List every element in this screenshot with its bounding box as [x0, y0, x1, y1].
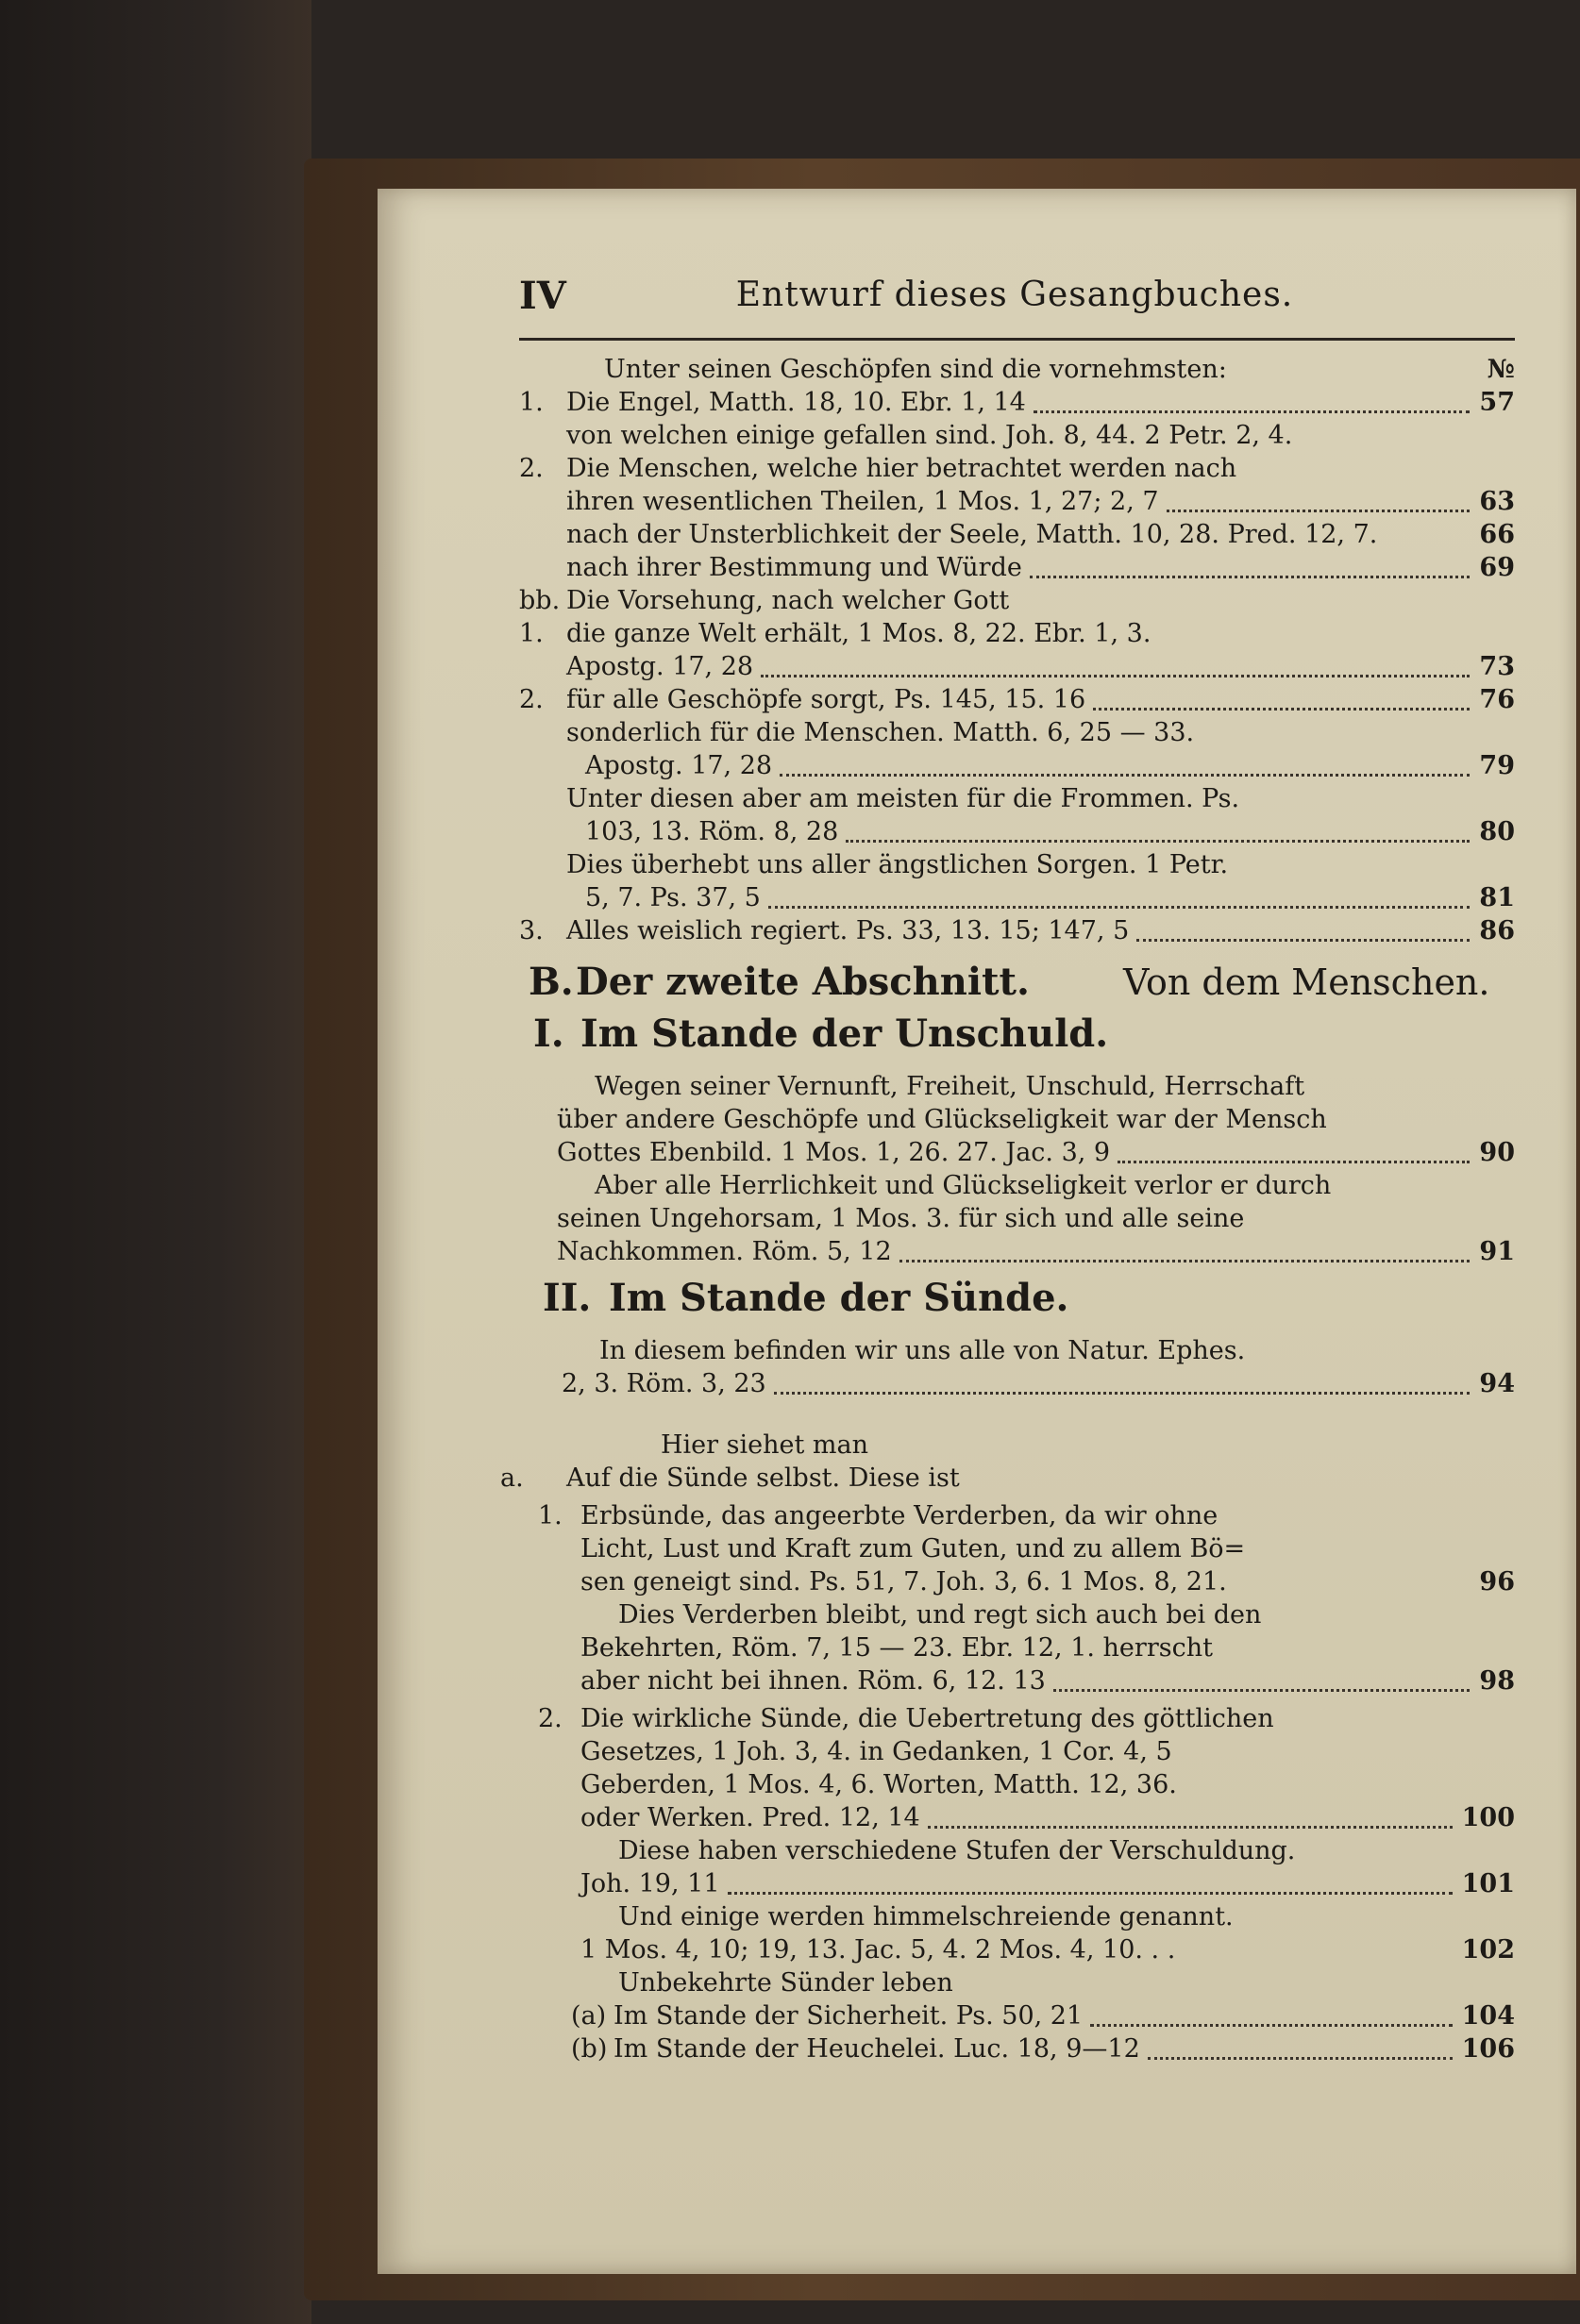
entry-text: Licht, Lust und Kraft zum Guten, und zu allem Bö= [580, 1534, 1246, 1563]
leader-dots [728, 1860, 1453, 1895]
toc-line [519, 1170, 1515, 1202]
item-label: 2. [519, 685, 544, 714]
item-label: 1. [519, 388, 544, 417]
hymn-number: 100 [1461, 1803, 1515, 1832]
entry-text: Gottes Ebenbild. 1 Mos. 1, 26. 27. Jac. 3, 9 [557, 1138, 1111, 1167]
hymn-number: 104 [1461, 2001, 1515, 2031]
section-heading [543, 1274, 1538, 1323]
entry-text: von welchen einige gefallen sind. Joh. 8, 44. 2 Petr. 2, 4. [566, 421, 1293, 450]
hymn-number: 57 [1479, 388, 1515, 417]
hymn-number: 69 [1479, 553, 1515, 582]
entry-text: Die Menschen, welche hier betrachtet werden nach [566, 454, 1237, 483]
toc-line [519, 1533, 1515, 1565]
heading-text: Der zweite Abschnitt. [576, 960, 1030, 1004]
toc-line [519, 1901, 1515, 1933]
heading-subtitle: Von dem Menschen. [1123, 961, 1490, 1003]
entry-text: Apostg. 17, 28 [585, 751, 773, 780]
item-label: 2. [519, 454, 544, 483]
hymn-number: 63 [1479, 487, 1515, 516]
item-label: 3. [519, 916, 544, 945]
leader-dots [1093, 676, 1470, 711]
toc-line [519, 1430, 1515, 1462]
entry-text: Aber alle Herrlichkeit und Glückseligkeit verlor er durch [595, 1171, 1332, 1200]
toc-line [519, 2033, 1515, 2065]
item-label: 1. [538, 1501, 563, 1530]
toc-line [519, 1566, 1515, 1598]
entry-text: Im Stande der Sicherheit. Ps. 50, 21 [614, 2001, 1084, 2031]
item-label: (b) [571, 2034, 608, 2064]
page-number: IV [519, 274, 566, 318]
hymn-number: 76 [1479, 685, 1515, 714]
heading-text: Im Stande der Sünde. [609, 1276, 1069, 1320]
entry-text: Hier siehet man [661, 1430, 869, 1460]
leader-dots [780, 742, 1470, 777]
toc-line [519, 585, 1515, 617]
heading-text: Im Stande der Unschuld. [580, 1012, 1109, 1056]
item-label: 2. [538, 1704, 563, 1733]
leader-dots [899, 1228, 1470, 1262]
hymn-number: 73 [1479, 652, 1515, 681]
entry-text: Und einige werden himmelschreiende genannt. [618, 1902, 1234, 1931]
hymn-number: 94 [1479, 1369, 1515, 1398]
page-header [519, 274, 1510, 330]
toc-line [519, 420, 1515, 452]
leader-dots [768, 874, 1470, 909]
toc-line [519, 1071, 1515, 1103]
entry-text: 103, 13. Röm. 8, 28 [585, 817, 839, 846]
entry-text: sen geneigt sind. Ps. 51, 7. Joh. 3, 6. 1 Mos. 8, 21. [580, 1567, 1227, 1597]
entry-text: 2, 3. Röm. 3, 23 [562, 1369, 766, 1398]
heading-label: II. [543, 1276, 592, 1320]
heading-label: B. [529, 960, 574, 1004]
leader-dots [1136, 907, 1470, 942]
toc-line [519, 915, 1515, 947]
toc-line [519, 1703, 1515, 1735]
toc-line [519, 1368, 1515, 1400]
entry-text: Alles weislich regiert. Ps. 33, 13. 15; 147, 5 [566, 916, 1130, 945]
entry-text: aber nicht bei ihnen. Röm. 6, 12. 13 [580, 1666, 1046, 1696]
section-heading [533, 1010, 1529, 1059]
leader-dots [1167, 477, 1470, 512]
hymn-number: 106 [1461, 2034, 1515, 2064]
entry-text: für alle Geschöpfe sorgt, Ps. 145, 15. 16 [566, 685, 1086, 714]
entry-text: Wegen seiner Vernunft, Freiheit, Unschuld, Herrschaft [595, 1072, 1305, 1101]
entry-text: Dies überhebt uns aller ängstlichen Sorgen. 1 Petr. [566, 850, 1229, 879]
hymn-number: 81 [1479, 883, 1515, 912]
entry-text: Erbsünde, das angeerbte Verderben, da wir ohne [580, 1501, 1219, 1530]
entry-text: die ganze Welt erhält, 1 Mos. 8, 22. Ebr. 1, 3. [566, 619, 1151, 648]
entry-text: Joh. 19, 11 [580, 1869, 720, 1898]
toc-line [500, 1463, 1515, 1495]
header-rule [519, 338, 1515, 341]
section-heading [529, 958, 1524, 1007]
item-label: (a) [571, 2001, 607, 2031]
entry-text: Im Stande der Heuchelei. Luc. 18, 9—12 [614, 2034, 1140, 2064]
leader-dots [761, 643, 1470, 677]
entry-text: Unbekehrte Sünder leben [618, 1968, 953, 1998]
item-label: bb. [519, 586, 561, 615]
hymn-number: 98 [1479, 1666, 1515, 1696]
item-label: 1. [519, 619, 544, 648]
hymn-number: 91 [1479, 1237, 1515, 1266]
hymn-number: 86 [1479, 916, 1515, 945]
entry-text: Bekehrten, Röm. 7, 15 — 23. Ebr. 12, 1. herrscht [580, 1633, 1213, 1663]
entry-text: Unter seinen Geschöpfen sind die vornehmsten: [604, 355, 1227, 384]
leader-dots [774, 1360, 1470, 1395]
toc-line [519, 1500, 1515, 1532]
entry-text: Geberden, 1 Mos. 4, 6. Worten, Matth. 12, 36. [580, 1770, 1177, 1799]
background-left [0, 0, 311, 2324]
leader-dots [1118, 1129, 1470, 1163]
entry-text: über andere Geschöpfe und Glückseligkeit war der Mensch [557, 1105, 1327, 1134]
toc-line [519, 1802, 1515, 1834]
entry-text: Unter diesen aber am meisten für die Frommen. Ps. [566, 784, 1240, 813]
toc-line [519, 1236, 1515, 1268]
entry-text: seinen Ungehorsam, 1 Mos. 3. für sich und alle seine [557, 1204, 1245, 1233]
entry-text: oder Werken. Pred. 12, 14 [580, 1803, 920, 1832]
toc-line [519, 486, 1515, 518]
entry-text: Die Engel, Matth. 18, 10. Ebr. 1, 14 [566, 388, 1026, 417]
running-title: Entwurf dieses Gesangbuches. [735, 276, 1294, 314]
leader-dots [846, 808, 1470, 843]
leader-dots [1053, 1657, 1470, 1692]
entry-text: 1 Mos. 4, 10; 19, 13. Jac. 5, 4. 2 Mos. 4, 10. . . [580, 1935, 1176, 1965]
toc-line [519, 1137, 1515, 1169]
leader-dots [1148, 2025, 1453, 2060]
leader-dots [1034, 378, 1470, 413]
toc-line [519, 816, 1515, 848]
hymn-number: 80 [1479, 817, 1515, 846]
toc-line [519, 1665, 1515, 1697]
entry-text: Die Vorsehung, nach welcher Gott [566, 586, 1010, 615]
entry-text: 5, 7. Ps. 37, 5 [585, 883, 761, 912]
leader-dots [1030, 543, 1470, 578]
item-label: a. [500, 1463, 524, 1493]
toc-line [519, 684, 1515, 716]
entry-text: Auf die Sünde selbst. Diese ist [566, 1463, 960, 1493]
book-page [378, 189, 1576, 2274]
toc-line [519, 750, 1515, 782]
toc-line [519, 552, 1515, 584]
hymn-number: 79 [1479, 751, 1515, 780]
entry-text: ihren wesentlichen Theilen, 1 Mos. 1, 27; 2, 7 [566, 487, 1159, 516]
toc-line [519, 1736, 1515, 1768]
entry-text: sonderlich für die Menschen. Matth. 6, 25 — 33. [566, 718, 1195, 747]
entry-text: Dies Verderben bleibt, und regt sich auch bei den [618, 1600, 1262, 1630]
entry-text: Diese haben verschiedene Stufen der Verschuldung. [618, 1836, 1296, 1865]
entry-text: nach der Unsterblichkeit der Seele, Matth. 10, 28. Pred. 12, 7. [566, 520, 1378, 549]
hymn-number: 90 [1479, 1138, 1515, 1167]
toc-line [519, 1934, 1515, 1966]
toc-line [519, 1868, 1515, 1900]
hymn-number: 102 [1461, 1935, 1515, 1965]
hymn-number: № [1487, 355, 1515, 384]
hymn-number: 66 [1479, 520, 1515, 549]
entry-text: Apostg. 17, 28 [566, 652, 754, 681]
entry-text: In diesem befinden wir uns alle von Natur. Ephes. [599, 1336, 1246, 1365]
entry-text: Die wirkliche Sünde, die Uebertretung des göttlichen [580, 1704, 1274, 1733]
hymn-number: 101 [1461, 1869, 1515, 1898]
toc-line [519, 387, 1515, 419]
leader-dots [928, 1794, 1453, 1829]
toc-line [519, 1599, 1515, 1631]
entry-text: nach ihrer Bestimmung und Würde [566, 553, 1022, 582]
entry-text: Gesetzes, 1 Joh. 3, 4. in Gedanken, 1 Cor. 4, 5 [580, 1737, 1172, 1766]
entry-text: Nachkommen. Röm. 5, 12 [557, 1237, 892, 1266]
hymn-number: 96 [1479, 1567, 1515, 1597]
heading-label: I. [533, 1012, 564, 1056]
leader-dots [1090, 1992, 1453, 2027]
